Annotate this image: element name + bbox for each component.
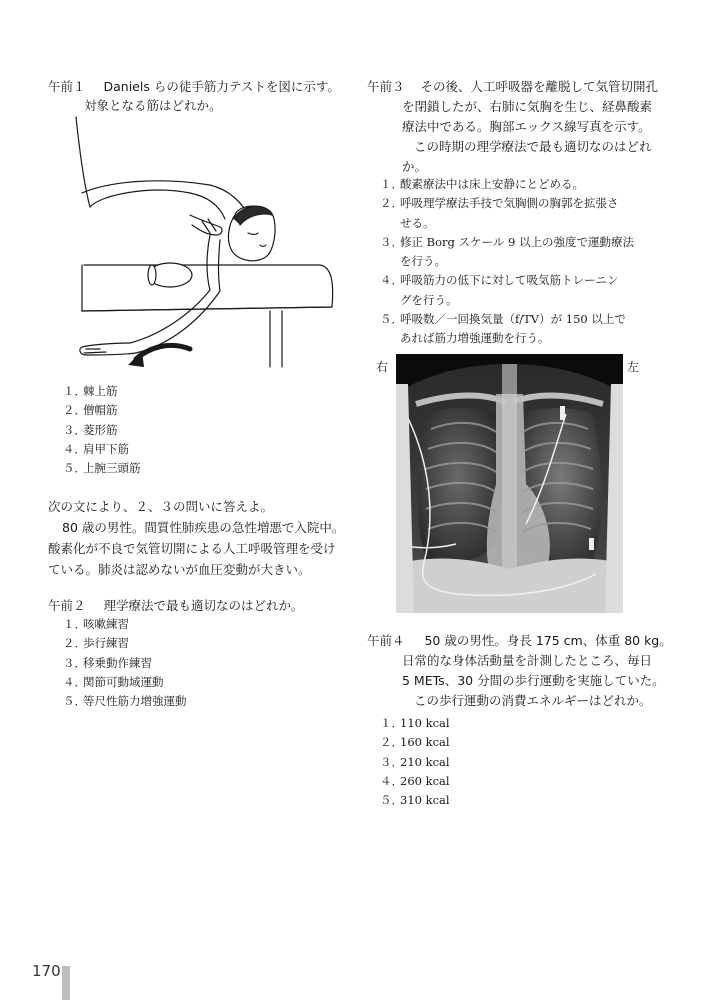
- q2-options: [63, 615, 187, 711]
- q2-option-5[interactable]: ５．等尺性筋力増強運動: [63, 694, 187, 709]
- q3-option-5[interactable]: ５．呼吸数／一回換気量（f/TV）が 150 以上で: [380, 312, 626, 327]
- q2-option-2[interactable]: ２．歩行練習: [63, 636, 129, 651]
- q1-options: [63, 382, 141, 478]
- xray-right-label: 右: [376, 360, 389, 374]
- q1-option-1[interactable]: １．棘上筋: [63, 384, 118, 398]
- q1-question-line2: 対象となる筋はどれか。: [84, 98, 222, 113]
- q3-option-4-cont: グを行う。: [400, 292, 458, 307]
- q3-option-1[interactable]: １．酸素療法中は床上安静にとどめる。: [380, 177, 584, 191]
- q3-line-4: この時期の理学療法で最も適切なのはどれ: [414, 139, 652, 154]
- footer-tab-bar: [62, 966, 70, 1000]
- q3-option-4[interactable]: ４．呼吸筋力の低下に対して吸気筋トレーニン: [380, 273, 619, 288]
- q4-option-2[interactable]: ２．160 kcal: [380, 735, 450, 750]
- q1-question-line1: Daniels らの徒手筋力テストを図に示す。: [103, 79, 340, 94]
- q2-option-3[interactable]: ３．移乗動作練習: [63, 655, 152, 670]
- q4-option-4[interactable]: ４．260 kcal: [380, 773, 450, 788]
- q1-option-4[interactable]: ４．肩甲下筋: [63, 441, 129, 456]
- q1-option-5[interactable]: ５．上腕三頭筋: [63, 461, 141, 476]
- q1-header: [48, 77, 340, 97]
- q3-line-5: か。: [402, 159, 428, 174]
- q4-label: 午前４: [367, 633, 405, 648]
- chest-xray-image: [396, 354, 623, 613]
- q3-option-3-cont: を行う。: [400, 254, 446, 269]
- q4-option-5[interactable]: ５．310 kcal: [380, 793, 450, 808]
- case-line-2: 酸素化が不良で気管切開による人工呼吸管理を受け: [48, 541, 336, 556]
- manual-muscle-test-illustration: [70, 115, 345, 370]
- q2-question: 理学療法で最も適切なのはどれか。: [103, 598, 304, 613]
- q2-header: [48, 596, 304, 616]
- q3-option-5-cont: あれば筋力増強運動を行う。: [400, 331, 550, 346]
- q4-option-3[interactable]: ３．210 kcal: [380, 754, 450, 769]
- q4-line-4: この歩行運動の消費エネルギーはどれか。: [414, 693, 652, 708]
- xray-left-label: 左: [627, 360, 640, 374]
- q2-option-1[interactable]: １．咳嗽練習: [63, 617, 129, 631]
- case-line-3: ている。肺炎は認めないが血圧変動が大きい。: [48, 562, 311, 577]
- case-line-1: 80 歳の男性。間質性肺疾患の急性増悪で入院中。: [62, 520, 345, 535]
- q4-options: [380, 714, 450, 810]
- q1-label: 午前１: [48, 79, 86, 94]
- q4-line-3: 5 METs、30 分間の歩行運動を実施していた。: [402, 673, 665, 688]
- q3-line-3: 療法中である。胸部エックス線写真を示す。: [402, 119, 651, 134]
- q4-header: [367, 631, 672, 651]
- q3-options: [380, 175, 634, 349]
- q3-label: 午前３: [367, 79, 405, 94]
- q3-line-2: を閉鎖したが、右肺に気胸を生じ、経鼻酸素: [402, 99, 653, 114]
- q3-header: [367, 77, 658, 97]
- q3-option-3[interactable]: ３．修正 Borg スケール 9 以上の強度で運動療法: [380, 234, 634, 249]
- q1-option-3[interactable]: ３．菱形筋: [63, 422, 118, 437]
- page-number: 170: [32, 962, 61, 980]
- q4-line-1: 50 歳の男性。身長 175 cm、体重 80 kg。: [424, 633, 672, 648]
- q3-option-2[interactable]: ２．呼吸理学療法手技で気胸側の胸郭を拡張さ: [380, 196, 619, 211]
- q4-line-2: 日常的な身体活動量を計測したところ、毎日: [402, 653, 653, 668]
- q1-option-2[interactable]: ２．僧帽筋: [63, 403, 118, 418]
- q4-option-1[interactable]: １．110 kcal: [380, 716, 450, 730]
- q2-option-4[interactable]: ４．関節可動域運動: [63, 674, 164, 689]
- q3-option-2-cont: せる。: [400, 215, 435, 230]
- case-intro: 次の文により、２、３の問いに答えよ。: [48, 499, 274, 514]
- q3-line-1: その後、人工呼吸器を離脱して気管切開孔: [420, 79, 658, 94]
- q2-label: 午前２: [48, 598, 86, 613]
